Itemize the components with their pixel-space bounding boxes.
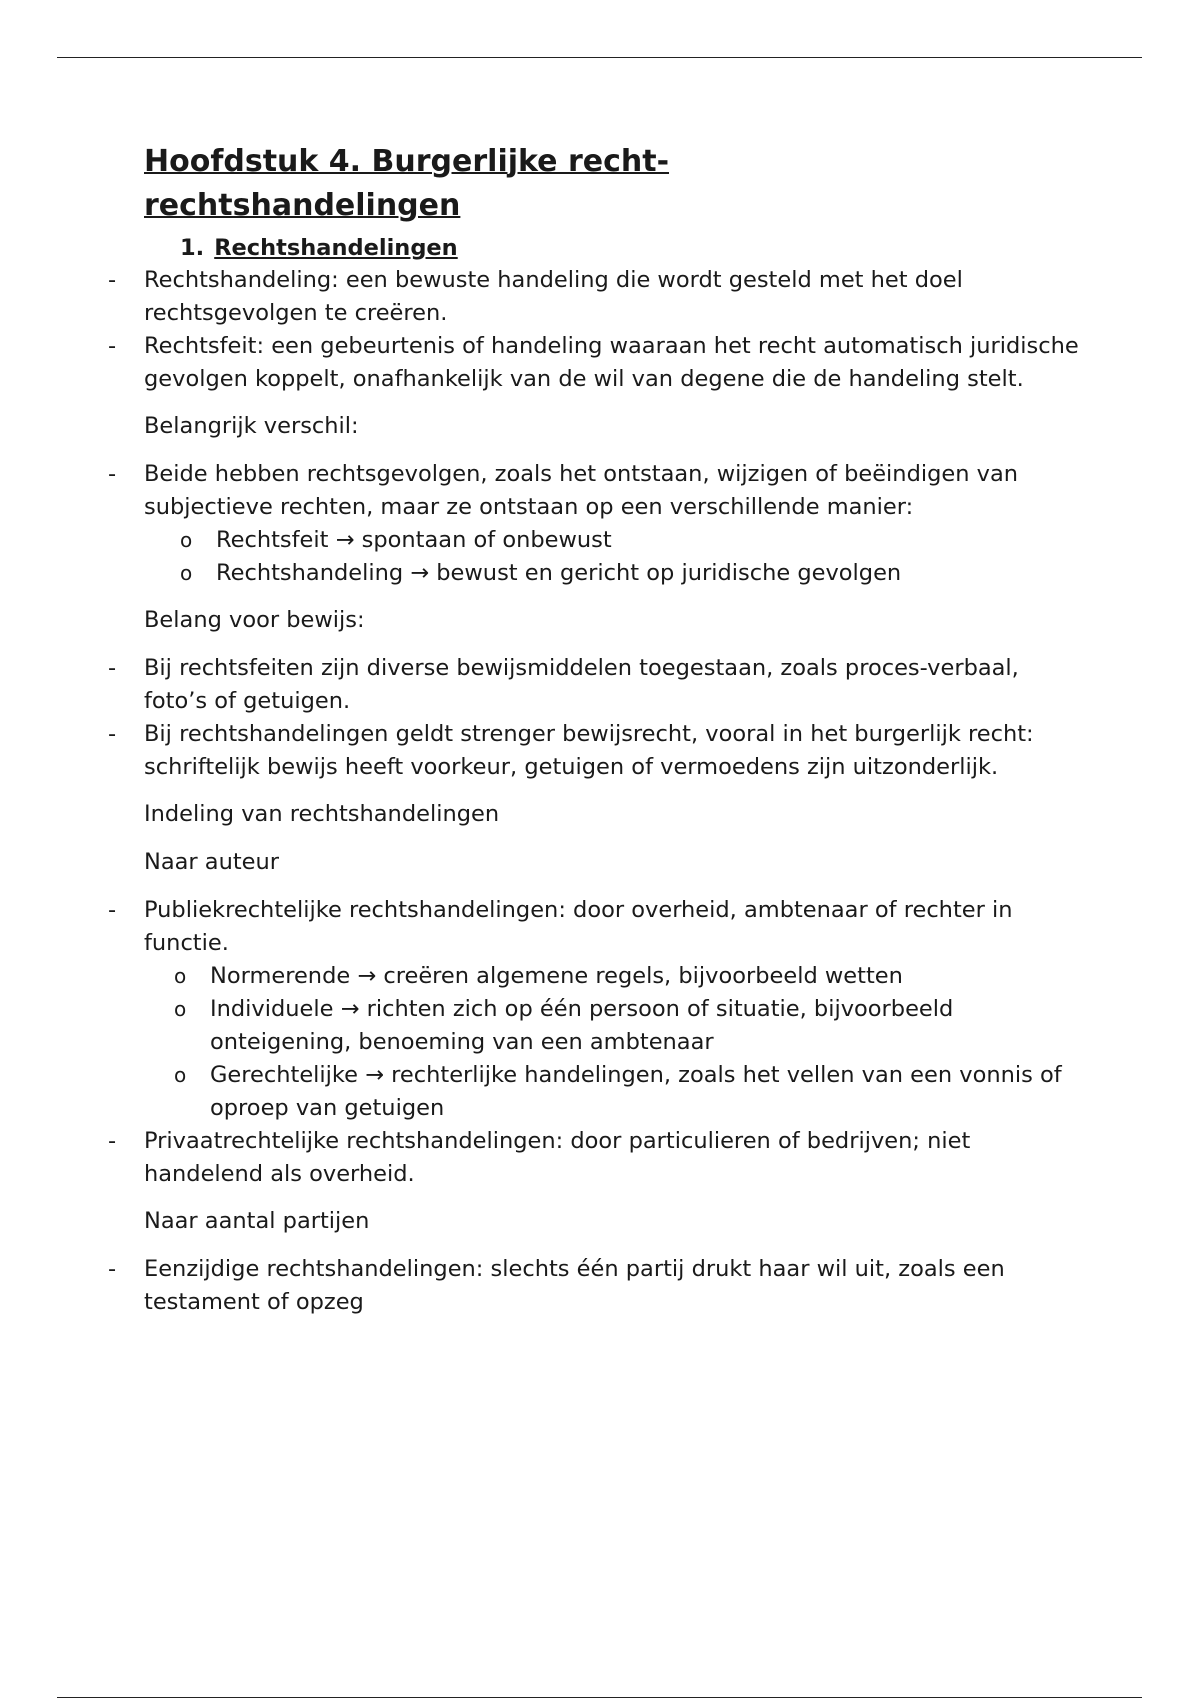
sub-gerechtelijke: Gerechtelijke → rechterlijke handelingen, zoals het vellen van een vonnis of oproep van getuigen bbox=[210, 1062, 1062, 1121]
circle-marker: o bbox=[174, 964, 187, 988]
verschil-text: Beide hebben rechtsgevolgen, zoals het ontstaan, wijzigen of beëindigen van subjectieve rechten, maar ze ontstaan op een verschillende manier: bbox=[144, 461, 1019, 520]
section-number: 1. bbox=[180, 235, 205, 261]
auteur-privaat: Privaatrechtelijke rechtshandelingen: door particulieren of bedrijven; niet handelend als overheid. bbox=[144, 1128, 971, 1187]
partijen-list bbox=[108, 1253, 1084, 1319]
section-heading bbox=[180, 232, 1084, 264]
sub-normerende: Normerende → creëren algemene regels, bijvoorbeeld wetten bbox=[210, 963, 903, 989]
dash-marker: - bbox=[108, 721, 117, 747]
bewijs-heading: Belang voor bewijs: bbox=[144, 607, 365, 633]
verschil-heading: Belangrijk verschil: bbox=[144, 413, 359, 439]
section-title: Rechtshandelingen bbox=[214, 235, 458, 261]
sublist-item bbox=[174, 960, 1084, 993]
chapter-title-line2: rechtshandelingen bbox=[144, 188, 461, 223]
circle-marker: o bbox=[180, 561, 193, 585]
list-item bbox=[108, 718, 1084, 784]
list-item bbox=[108, 458, 1084, 590]
partijen-heading: Naar aantal partijen bbox=[144, 1208, 370, 1234]
sub-rechtshandeling: Rechtshandeling → bewust en gericht op juridische gevolgen bbox=[216, 560, 902, 586]
auteur-list bbox=[108, 894, 1084, 1191]
definition-rechtsfeit: Rechtsfeit: een gebeurtenis of handeling waaraan het recht automatisch juridische gevolgen koppelt, onafhankelijk van de wil van degene die de handeling stelt. bbox=[144, 333, 1079, 392]
dash-marker: - bbox=[108, 267, 117, 293]
chapter-title bbox=[144, 140, 1084, 228]
verschil-list bbox=[108, 458, 1084, 590]
partijen-eenzijdig: Eenzijdige rechtshandelingen: slechts één partij drukt haar wil uit, zoals een testament of opzeg bbox=[144, 1256, 1005, 1315]
document-body bbox=[108, 140, 1084, 1319]
dash-marker: - bbox=[108, 655, 117, 681]
circle-marker: o bbox=[180, 528, 193, 552]
sublist-item bbox=[174, 993, 1084, 1059]
auteur-heading: Naar auteur bbox=[144, 849, 280, 875]
list-item bbox=[108, 652, 1084, 718]
dash-marker: - bbox=[108, 897, 117, 923]
auteur-publiek: Publiekrechtelijke rechtshandelingen: door overheid, ambtenaar of rechter in functie. bbox=[144, 897, 1013, 956]
definitions-list bbox=[108, 264, 1084, 396]
indeling-heading: Indeling van rechtshandelingen bbox=[144, 801, 500, 827]
bewijs-rechtsfeiten: Bij rechtsfeiten zijn diverse bewijsmiddelen toegestaan, zoals proces-verbaal, foto’s of getuigen. bbox=[144, 655, 1019, 714]
dash-marker: - bbox=[108, 461, 117, 487]
sub-individuele: Individuele → richten zich op één persoon of situatie, bijvoorbeeld onteigening, benoeming van een ambtenaar bbox=[210, 996, 954, 1055]
sublist-item bbox=[174, 1059, 1084, 1125]
top-rule bbox=[57, 57, 1142, 58]
auteur-sublist bbox=[174, 960, 1084, 1125]
sublist-item bbox=[180, 524, 1084, 557]
chapter-title-line1: Hoofdstuk 4. Burgerlijke recht- bbox=[144, 144, 670, 179]
dash-marker: - bbox=[108, 333, 117, 359]
list-item bbox=[108, 264, 1084, 330]
list-item bbox=[108, 894, 1084, 1125]
sublist-item bbox=[180, 557, 1084, 590]
list-item bbox=[108, 330, 1084, 396]
bewijs-list bbox=[108, 652, 1084, 784]
circle-marker: o bbox=[174, 1063, 187, 1087]
verschil-sublist bbox=[180, 524, 1084, 590]
sub-rechtsfeit: Rechtsfeit → spontaan of onbewust bbox=[216, 527, 612, 553]
dash-marker: - bbox=[108, 1128, 117, 1154]
definition-rechtshandeling: Rechtshandeling: een bewuste handeling die wordt gesteld met het doel rechtsgevolgen te creëren. bbox=[144, 267, 963, 326]
bewijs-rechtshandelingen: Bij rechtshandelingen geldt strenger bewijsrecht, vooral in het burgerlijk recht: schriftelijk bewijs heeft voorkeur, getuigen of vermoedens zijn uitzonderlijk. bbox=[144, 721, 1034, 780]
list-item bbox=[108, 1125, 1084, 1191]
circle-marker: o bbox=[174, 997, 187, 1021]
list-item bbox=[108, 1253, 1084, 1319]
dash-marker: - bbox=[108, 1256, 117, 1282]
bottom-rule bbox=[57, 1697, 1142, 1698]
